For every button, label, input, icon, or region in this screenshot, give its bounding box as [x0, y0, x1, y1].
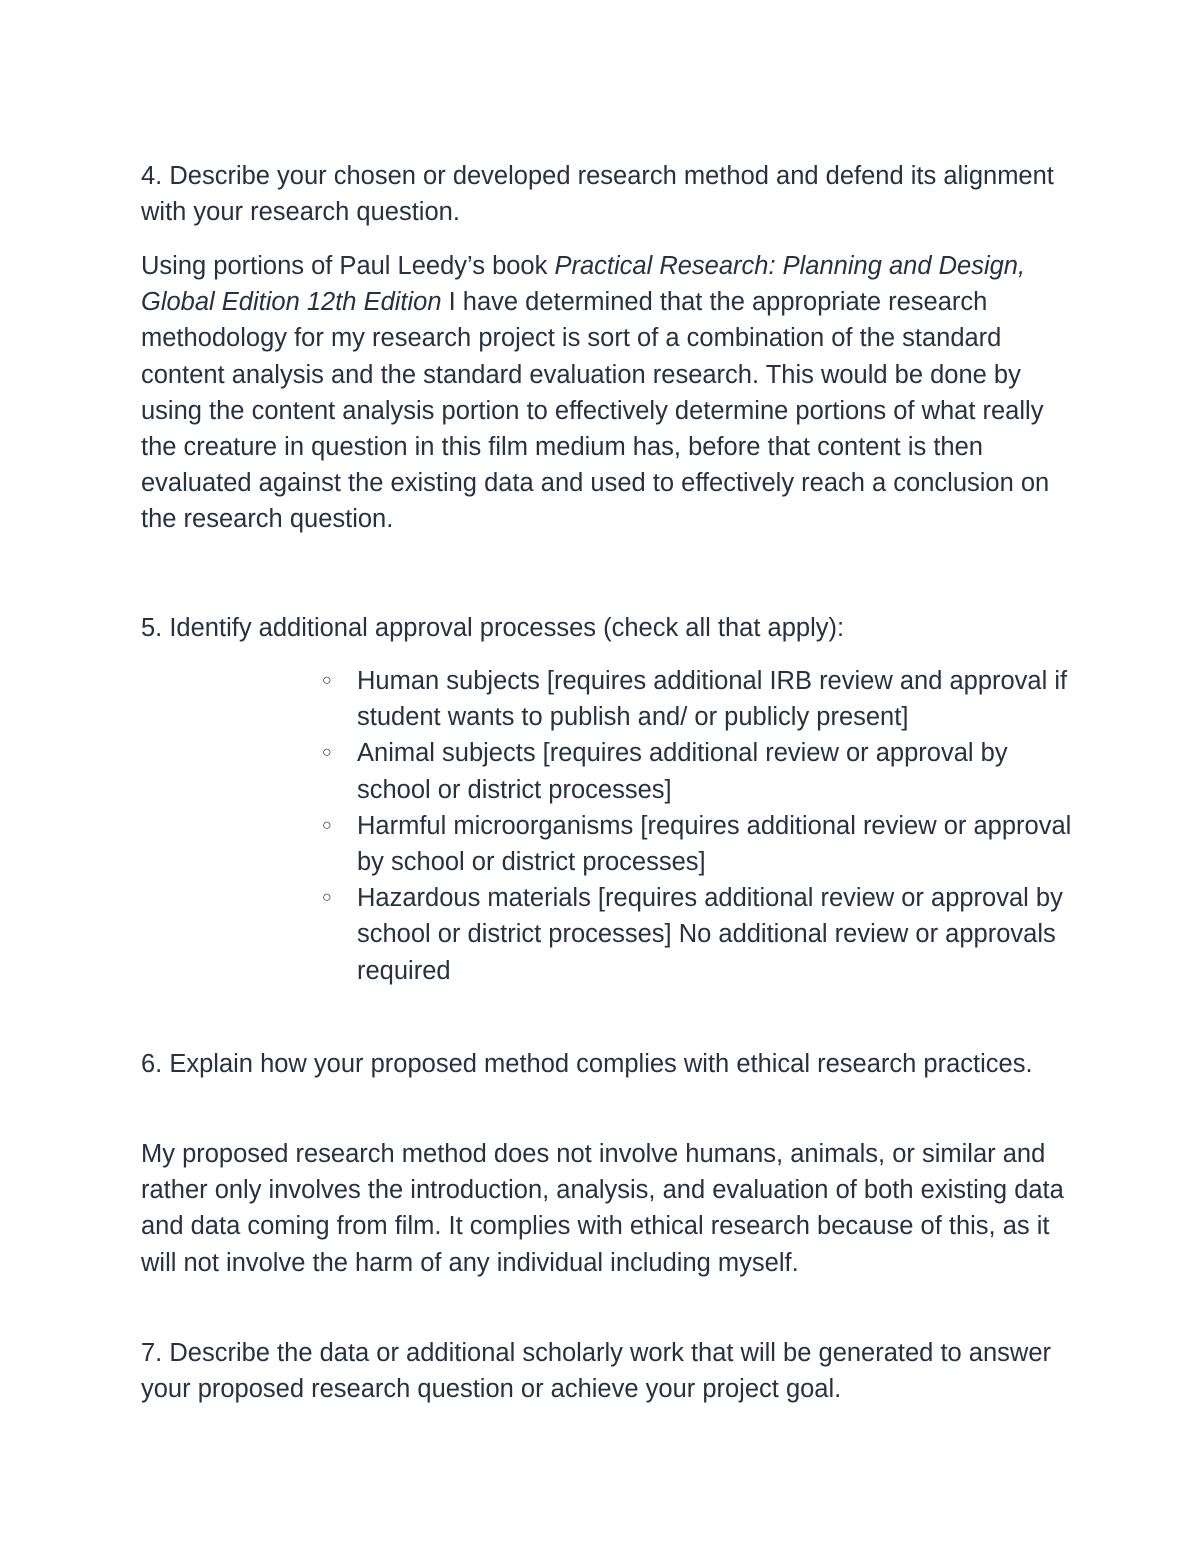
question-7: 7. Describe the data or additional scholarly work that will be generated to answer your proposed research question or achieve your project goal.: [141, 1339, 1051, 1404]
answer-6: My proposed research method does not involve humans, animals, or similar and rather only involves the introduction, analysis, and evaluation of both existing data and data coming from film. It complies with ethical research because of this, as it will not involve the harm of any individual including myself.: [141, 1140, 1064, 1277]
list-item: [320, 808, 1080, 880]
answer-4-rest: I have determined that the appropriate research methodology for my research project is sort of a combination of the standard content analysis and the standard evaluation research. This would be done by using the content analysis portion to effectively determine portions of what really the creature in question in this film medium has, before that content is then evaluated against the existing data and used to effectively reach a conclusion on the research question.: [141, 288, 1050, 534]
circle-bullet-icon: ○: [322, 889, 332, 907]
question-6: 6. Explain how your proposed method complies with ethical research practices.: [141, 1050, 1033, 1078]
approval-process-list: [320, 663, 1080, 989]
book-title: Practical Research: Planning and Design, Global Edition 12th Edition: [141, 252, 1026, 317]
list-item: [320, 735, 1080, 807]
list-item-text: Hazardous materials [requires additional review or approval by school or district processes] No additional review or approvals required: [357, 884, 1063, 985]
list-item-text: Human subjects [requires additional IRB review and approval if student wants to publish and/ or publicly present]: [357, 667, 1068, 732]
list-item-text: Harmful microorganisms [requires additional review or approval by school or district processes]: [357, 811, 1072, 877]
list-item-text: Animal subjects [requires additional review or approval by school or district processes]: [357, 739, 1008, 804]
list-item: [320, 663, 1080, 735]
question-4: 4. Describe your chosen or developed research method and defend its alignment with your research question.: [141, 162, 1054, 227]
circle-bullet-icon: ○: [322, 744, 332, 762]
circle-bullet-icon: ○: [322, 672, 332, 689]
circle-bullet-icon: ○: [322, 816, 332, 834]
question-5: 5. Identify additional approval processes (check all that apply):: [141, 614, 845, 642]
answer-4-intro: Using portions of Paul Leedy’s book: [141, 252, 555, 280]
list-item: [320, 880, 1080, 989]
answer-4: [141, 248, 1071, 538]
